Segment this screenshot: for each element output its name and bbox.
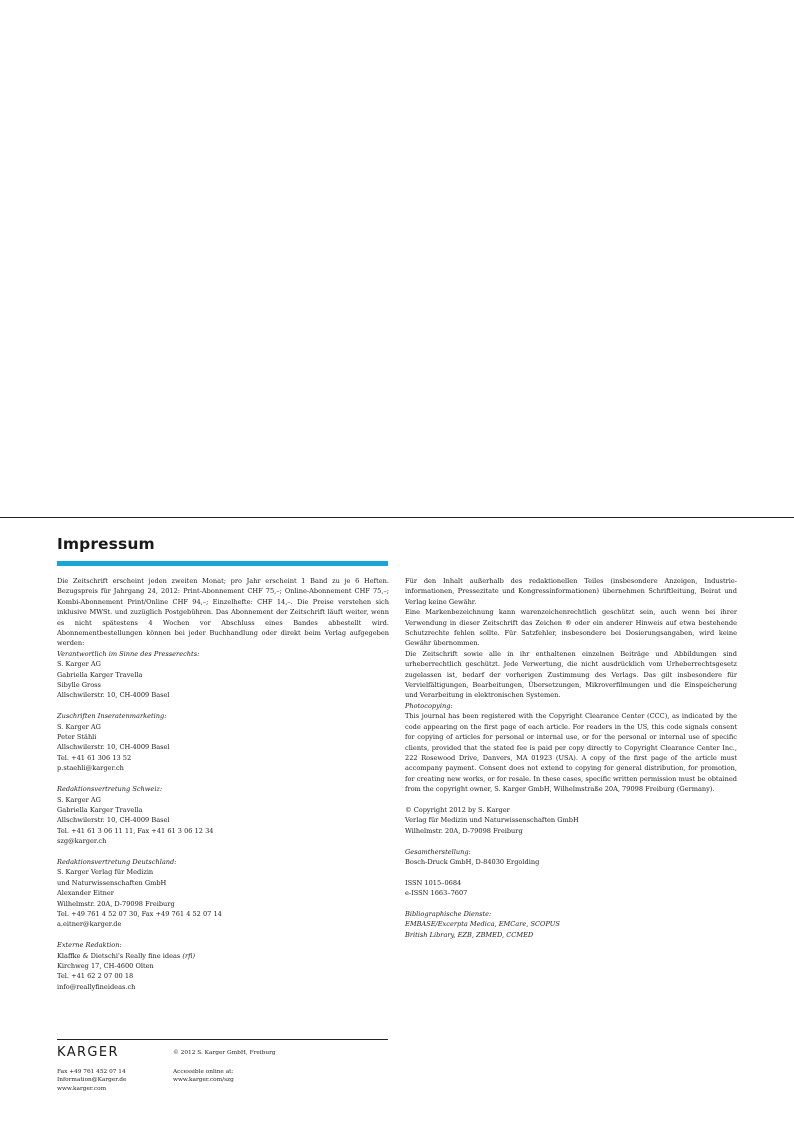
contact-heading: Zuschriften Inseratenmarketing:: [57, 712, 167, 721]
contact-line: Kirchweg 17, CH-4600 Olten: [57, 961, 154, 970]
contact-line: Tel. +41 61 306 13 52: [57, 753, 132, 762]
contact-line-text: Klaffke & Dietschi's Really fine ideas: [57, 951, 183, 960]
copyright-paragraph: Die Zeitschrift sowie alle in ihr enthaltenen einzelnen Beiträge und Abbildungen sind urheberrechtlich geschützt. Jede Verwertung, die nicht ausdrücklich vom Urheberrechtsgesetz zugelassen ist, bedarf der vorherigen Zustimmung des Verlags. Das gilt insbesondere für Vervielfältigungen, Bearbeitungen, Übersetzungen, Mikroverfilmungen und die Einspeicherung und Verarbeitung in elektronischen Systemen.: [405, 649, 737, 700]
liability-paragraph: Für den Inhalt außerhalb des redaktionellen Teiles (insbesondere Anzeigen, Industrieinformationen, Pressezitate und Kongressinformationen) übernehmen Schriftleitung, Beirat und Verlag keine Gewähr.: [405, 577, 737, 606]
eissn: e-ISSN 1663–7607: [405, 889, 468, 898]
bibliographic-line: British Library, EZB, ZBMED, CCMED: [405, 930, 534, 939]
right-column: [405, 576, 737, 940]
copyright-line: © Copyright 2012 by S. Karger: [405, 805, 510, 814]
photocopying-section: [405, 701, 737, 795]
title-accent-bar: [57, 561, 388, 566]
footer-access-label: Accessible online at:: [173, 1069, 234, 1075]
bibliographic-section: [405, 909, 737, 940]
contact-heading: Redaktionsvertretung Schweiz:: [57, 785, 163, 794]
contact-line: Wilhelmstr. 20A, D-79098 Freiburg: [57, 899, 175, 908]
contact-line: Gabriella Karger Travella: [57, 805, 143, 814]
left-column: [57, 576, 389, 992]
contact-email[interactable]: a.eitner@karger.de: [57, 920, 122, 929]
production-section: [405, 847, 737, 868]
copyright-section: [405, 805, 737, 836]
contact-line: Gabriella Karger Travella: [57, 670, 143, 679]
footer-access-url[interactable]: www.karger.com/szg: [173, 1077, 234, 1084]
photocopying-heading: Photocopying:: [405, 701, 453, 710]
bibliographic-heading: Bibliographische Dienste:: [405, 909, 492, 918]
production-line: Bosch-Druck GmbH, D-84030 Ergolding: [405, 857, 540, 866]
subscription-info: Die Zeitschrift erscheint jeden zweiten Monat; pro Jahr erscheint 1 Band zu je 6 Heften. Bezugspreis für Jahrgang 24, 2012: Print-Abonnement CHF 75,–; Online-Abonnement CHF 75,–; Kombi-Abonnement Print/Online CHF 94,–; Einzelhefte: CHF 14,–. Die Preise verstehen sich inklusive MWSt. und zuzüglich Postgebühren. Das Abonnement der Zeitschrift läuft weiter, wenn es nicht spätestens 4 Wochen vor Abschluss eines Bandes abbestellt wird. Abonnementbestellungen können bei jeder Buchhandlung oder direkt beim Verlag aufgegeben werden:: [57, 577, 389, 648]
contact-line: S. Karger Verlag für Medizin: [57, 868, 154, 877]
production-heading: Gesamtherstellung:: [405, 847, 471, 856]
bibliographic-line: EMBASE/Excerpta Medica, EMCare, SCOPUS: [405, 920, 560, 929]
top-divider: [0, 517, 794, 518]
footer-copyright: © 2012 S. Karger GmbH, Freiburg: [173, 1050, 276, 1056]
contact-line: Allschwilerstr. 10, CH-4009 Basel: [57, 816, 170, 825]
contact-line: S. Karger AG: [57, 722, 101, 731]
contact-line: Tel. +41 61 3 06 11 11, Fax +41 61 3 06 12 34: [57, 826, 214, 835]
contact-line: Sibylle Gross: [57, 681, 101, 690]
contact-line: Tel. +49 761 4 52 07 30, Fax +49 761 4 52 07 14: [57, 909, 222, 918]
contact-line: Peter Stähli: [57, 733, 97, 742]
issn-section: [405, 878, 737, 899]
footer-contact: [57, 1068, 126, 1093]
copyright-line: Verlag für Medizin und Naturwissenschaften GmbH: [405, 816, 579, 825]
footer-divider: [57, 1039, 388, 1040]
contact-line: Tel. +41 62 2 07 00 18: [57, 972, 134, 981]
contact-line: [57, 951, 389, 961]
footer-website[interactable]: www.karger.com: [57, 1085, 107, 1092]
contact-block: [57, 784, 389, 846]
page-title: Impressum: [57, 535, 155, 553]
contact-block: [57, 711, 389, 773]
contact-line: und Naturwissenschaften GmbH: [57, 878, 167, 887]
contact-line: Allschwilerstr. 10, CH-4009 Basel: [57, 691, 170, 700]
contact-line: S. Karger AG: [57, 795, 101, 804]
contact-heading: Redaktionsvertretung Deutschland:: [57, 857, 177, 866]
contact-line: S. Karger AG: [57, 660, 101, 669]
footer-email[interactable]: Information@Karger.de: [57, 1077, 127, 1084]
contact-email[interactable]: info@reallyfineideas.ch: [57, 982, 136, 991]
issn: ISSN 1015–0684: [405, 878, 462, 887]
contact-block: [57, 940, 389, 992]
contact-heading: Externe Redaktion:: [57, 941, 122, 950]
trademark-paragraph: Eine Markenbezeichnung kann warenzeichenrechtlich geschützt sein, auch wenn bei ihrer Verwendung in dieser Zeitschrift das Zeichen ® oder ein anderer Hinweis auf etwa bestehende Schutzrechte fehlen sollte. Für Satzfehler, insbesondere bei Dosierungsangaben, wird keine Gewähr übernommen.: [405, 608, 737, 648]
contact-line: Allschwilerstr. 10, CH-4009 Basel: [57, 743, 170, 752]
contact-block: [57, 649, 389, 701]
footer-fax: Fax +49 761 452 07 14: [57, 1069, 126, 1075]
contact-heading: Verantwortlich im Sinne des Presserechts:: [57, 649, 200, 658]
copyright-line: Wilhelmstr. 20A, D-79098 Freiburg: [405, 826, 523, 835]
photocopying-text: This journal has been registered with the Copyright Clearance Center (CCC), as indicated by the code appearing on the first page of each article. For readers in the US, this code signals consent for copying of articles for personal or internal use, or for the personal or internal use of specific clients, provided that the stated fee is paid per copy directly to Copyright Clearance Center Inc., 222 Rosewood Drive, Danvers, MA 01923 (USA). A copy of the first page of the article must accompany payment. Consent does not extend to copying for general distribution, for promotion, for creating new works, or for resale. In these cases, specific written permission must be obtained from the copyright owner, S. Karger GmbH, Wilhelmstraße 20A, 79098 Freiburg (Germany).: [405, 712, 737, 794]
footer-online-access: [173, 1068, 234, 1085]
karger-logo: KARGER: [57, 1045, 119, 1060]
contact-block: [57, 857, 389, 930]
contact-line: Alexander Eitner: [57, 889, 114, 898]
contact-line-abbrev: (rfi): [182, 951, 196, 960]
contact-email[interactable]: p.staehli@karger.ch: [57, 764, 124, 773]
contact-email[interactable]: szg@karger.ch: [57, 837, 107, 846]
